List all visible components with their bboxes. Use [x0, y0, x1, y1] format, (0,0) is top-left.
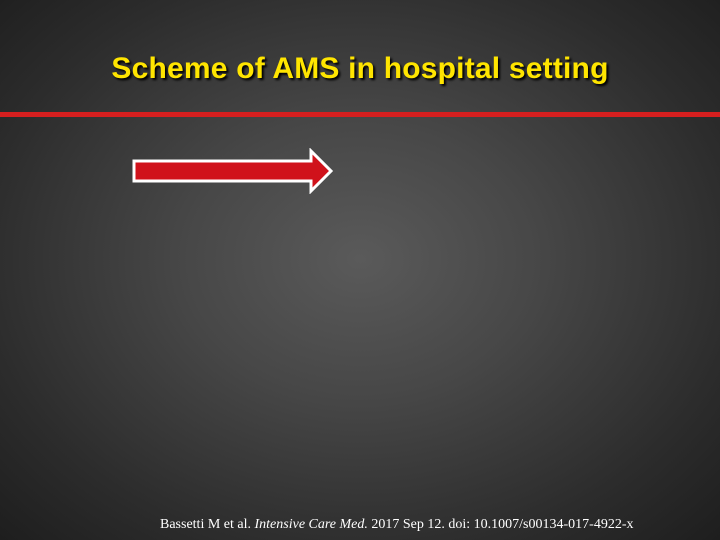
- right-arrow-icon: [130, 148, 336, 194]
- citation-details: 2017 Sep 12. doi: 10.1007/s00134-017-4922-x: [371, 517, 634, 532]
- slide-title: Scheme of AMS in hospital setting: [111, 52, 609, 85]
- title-divider: [0, 112, 720, 117]
- citation: [160, 517, 716, 533]
- citation-authors: Bassetti M et al.: [160, 517, 251, 532]
- citation-journal: Intensive Care Med.: [254, 517, 368, 532]
